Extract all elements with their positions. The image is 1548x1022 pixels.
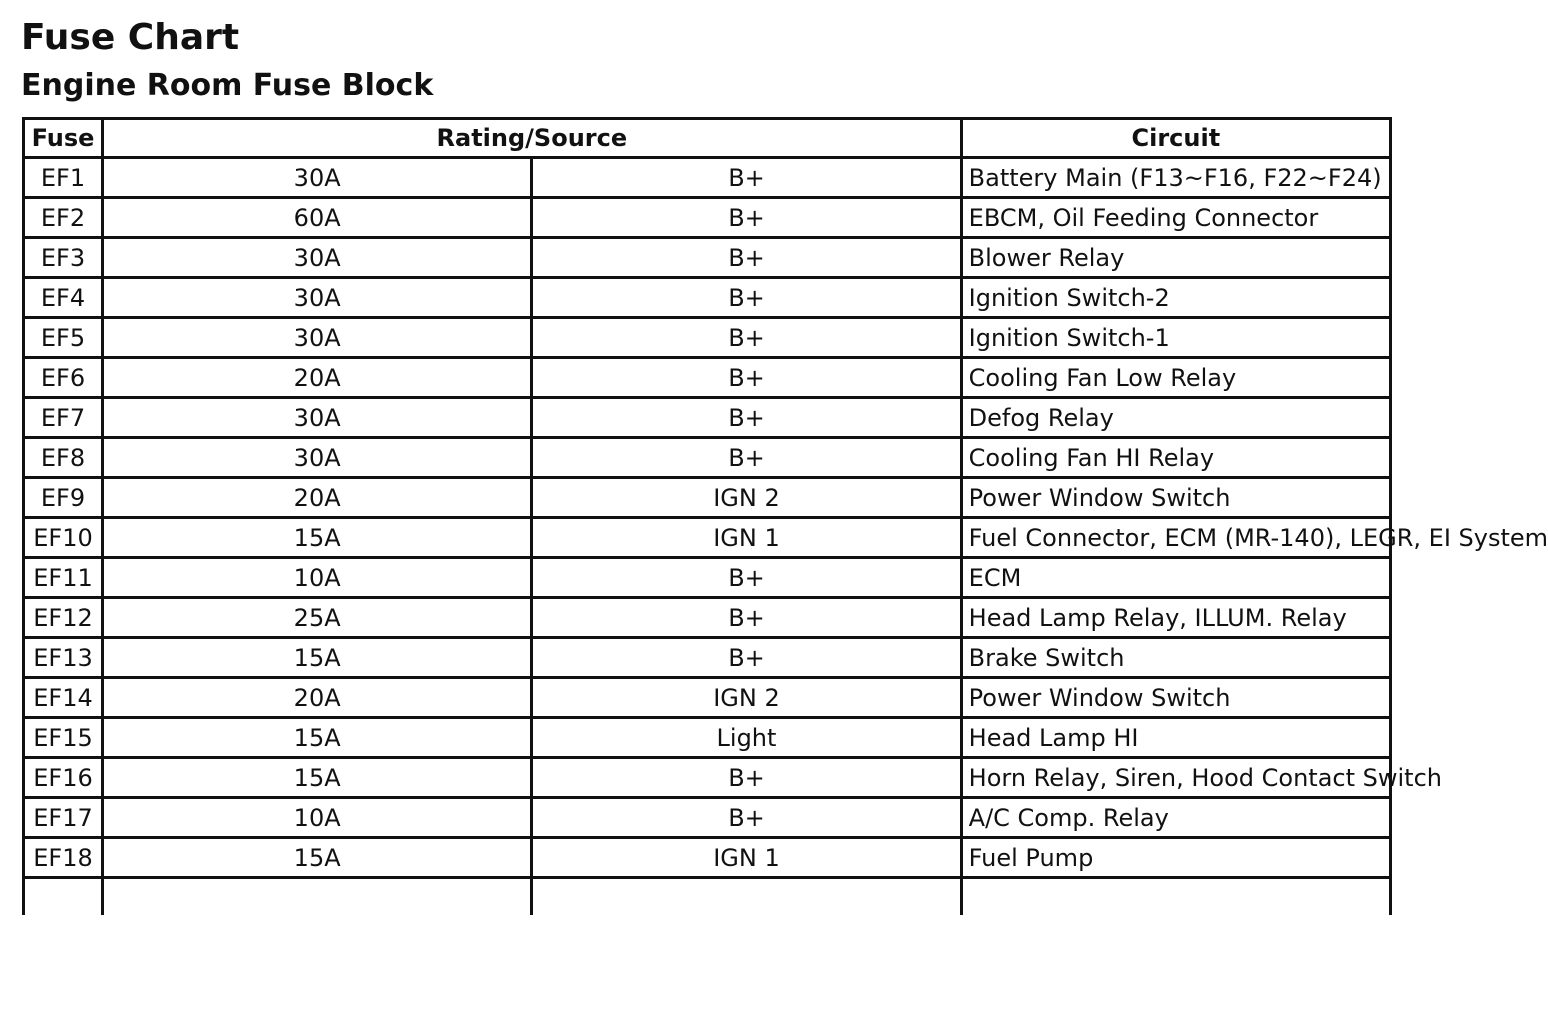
cell-rating: 15A [103,638,532,678]
cell-fuse: EF9 [24,478,103,518]
table-row [24,358,1391,398]
table-row [24,798,1391,838]
cell-fuse: EF5 [24,318,103,358]
table-row [24,438,1391,478]
cell-fuse: EF8 [24,438,103,478]
cell-rating: 20A [103,478,532,518]
cell-source: B+ [532,278,961,318]
empty-cell [961,878,1390,916]
empty-cell [103,878,532,916]
cell-rating: 10A [103,798,532,838]
cell-circuit: Cooling Fan Low Relay [961,358,1390,398]
table-row [24,598,1391,638]
table-row [24,478,1391,518]
cell-fuse: EF15 [24,718,103,758]
cell-rating: 15A [103,758,532,798]
cell-source: IGN 1 [532,518,961,558]
table-row [24,718,1391,758]
cell-rating: 30A [103,438,532,478]
cell-circuit: Defog Relay [961,398,1390,438]
cell-rating: 30A [103,398,532,438]
cell-source: B+ [532,758,961,798]
cell-source: IGN 2 [532,478,961,518]
cell-source: IGN 1 [532,838,961,878]
cell-rating: 15A [103,838,532,878]
cell-fuse: EF2 [24,198,103,238]
cell-circuit: Head Lamp HI [961,718,1390,758]
cell-rating: 60A [103,198,532,238]
cell-source: B+ [532,398,961,438]
page-title: Fuse Chart [21,17,240,58]
cell-source: B+ [532,358,961,398]
table-row [24,278,1391,318]
table-row [24,398,1391,438]
cell-source: B+ [532,318,961,358]
table-row [24,518,1391,558]
cell-rating: 30A [103,278,532,318]
cell-circuit: A/C Comp. Relay [961,798,1390,838]
cell-circuit: Ignition Switch-2 [961,278,1390,318]
table-row [24,238,1391,278]
cell-source: Light [532,718,961,758]
table-row [24,318,1391,358]
table-header [24,119,1391,158]
cell-circuit: Fuel Pump [961,838,1390,878]
cell-circuit: Blower Relay [961,238,1390,278]
cell-rating: 20A [103,678,532,718]
cell-circuit: Power Window Switch [961,678,1390,718]
fuse-table [22,117,1548,915]
cell-rating: 10A [103,558,532,598]
cell-fuse: EF10 [24,518,103,558]
cell-circuit: Battery Main (F13~F16, F22~F24) [961,158,1390,198]
table-row [24,558,1391,598]
table-row [24,158,1391,198]
cell-fuse: EF14 [24,678,103,718]
cell-fuse: EF4 [24,278,103,318]
cell-rating: 15A [103,518,532,558]
page-subtitle: Engine Room Fuse Block [21,68,434,103]
cell-rating: 25A [103,598,532,638]
cell-fuse: EF11 [24,558,103,598]
cell-circuit: Ignition Switch-1 [961,318,1390,358]
cell-source: B+ [532,158,961,198]
empty-table-row [24,878,1391,916]
cell-fuse: EF12 [24,598,103,638]
cell-circuit: ECM [961,558,1390,598]
header-rating-source: Rating/Source [103,119,962,158]
cell-rating: 30A [103,238,532,278]
table-row [24,678,1391,718]
cell-source: B+ [532,198,961,238]
cell-source: B+ [532,438,961,478]
cell-rating: 30A [103,158,532,198]
table-row [24,638,1391,678]
table-body [24,158,1548,916]
table-row [24,198,1391,238]
cell-fuse: EF7 [24,398,103,438]
table-row [24,838,1391,878]
empty-cell [532,878,961,916]
cell-circuit: EBCM, Oil Feeding Connector [961,198,1390,238]
cell-rating: 30A [103,318,532,358]
cell-fuse: EF3 [24,238,103,278]
cell-fuse: EF17 [24,798,103,838]
table-row [24,758,1391,798]
cell-fuse: EF16 [24,758,103,798]
empty-cell [24,878,103,916]
cell-source: B+ [532,238,961,278]
cell-fuse: EF18 [24,838,103,878]
cell-circuit: Head Lamp Relay, ILLUM. Relay [961,598,1390,638]
header-circuit: Circuit [961,119,1390,158]
cell-rating: 15A [103,718,532,758]
cell-fuse: EF1 [24,158,103,198]
header-row [24,119,1391,158]
cell-rating: 20A [103,358,532,398]
cell-circuit: Brake Switch [961,638,1390,678]
cell-fuse: EF13 [24,638,103,678]
cell-circuit: Power Window Switch [961,478,1390,518]
cell-source: B+ [532,798,961,838]
cell-source: B+ [532,638,961,678]
cell-fuse: EF6 [24,358,103,398]
header-fuse: Fuse [24,119,103,158]
cell-circuit: Cooling Fan HI Relay [961,438,1390,478]
cell-circuit: Fuel Connector, ECM (MR-140), LEGR, EI System [961,518,1390,558]
cell-source: B+ [532,598,961,638]
cell-source: IGN 2 [532,678,961,718]
cell-source: B+ [532,558,961,598]
cell-circuit: Horn Relay, Siren, Hood Contact Switch [961,758,1390,798]
